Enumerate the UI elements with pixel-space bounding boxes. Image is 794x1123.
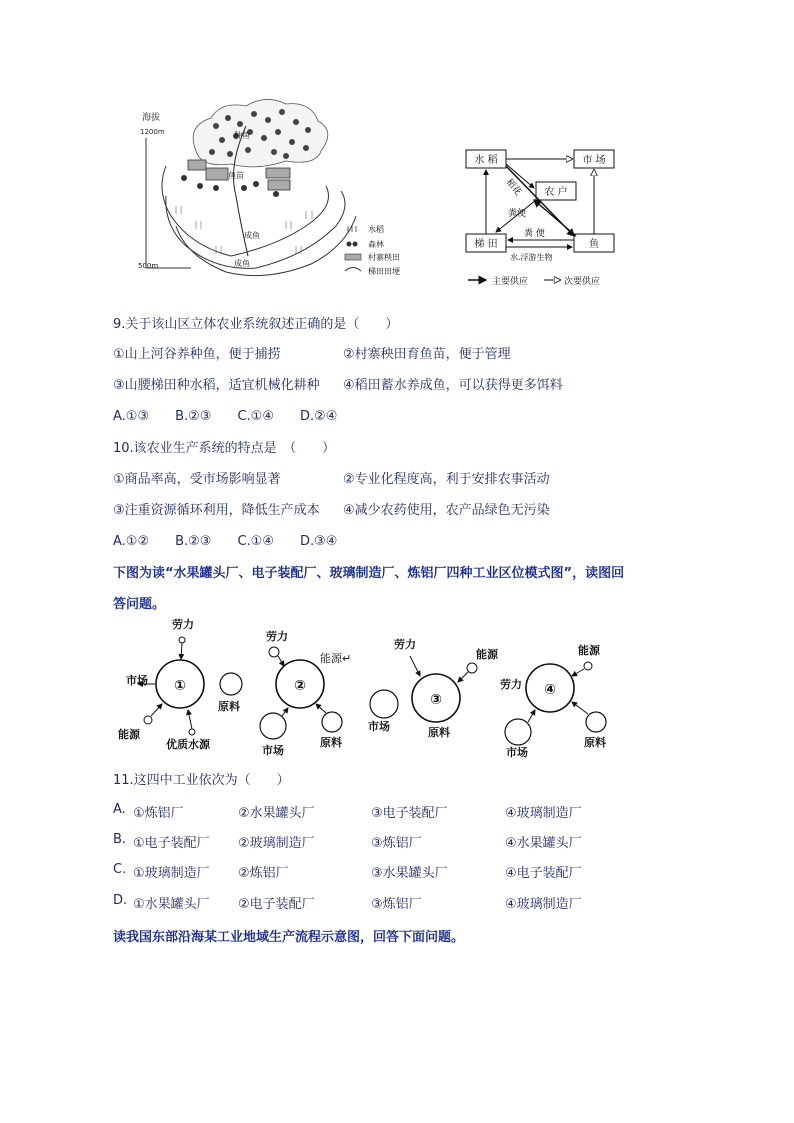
- diagram-3-raw: 原料: [428, 726, 450, 739]
- q11-c-c4: ④电子装配厂: [505, 866, 582, 881]
- intro-industry-line-2: 答问题。: [113, 597, 166, 612]
- adult-fish-label-2: 成鱼: [234, 259, 250, 268]
- diagram-2-center: ②: [294, 678, 306, 694]
- forest-area: [193, 99, 328, 166]
- legend-main-supply: 主要供应: [492, 277, 529, 287]
- q10-option-1: ①商品率高，受市场影响显著: [113, 472, 281, 487]
- diagram-3-energy: 能源: [476, 648, 498, 661]
- diagram-4-energy: 能源: [578, 644, 600, 657]
- legend-rice: 水稻: [368, 225, 384, 234]
- industry-location-figure: [110, 612, 620, 760]
- legend-terrace: 梯田田埂: [368, 267, 400, 276]
- q11-c-letter: C.: [113, 862, 127, 877]
- q11-b-letter: B.: [113, 832, 127, 847]
- box-terrace: 梯 田: [474, 239, 498, 250]
- diagram-2-market: 市场: [262, 744, 284, 757]
- fish-breeding-label: 种鱼: [234, 131, 250, 140]
- q11-d-c4: ④玻璃制造厂: [505, 897, 582, 912]
- q10-stem: 10.该农业生产系统的特点是 （ ）: [113, 441, 336, 456]
- q11-b-c1: ①电子装配厂: [133, 836, 210, 851]
- box-rice: 水 稻: [474, 155, 498, 166]
- diagram-1: [118, 617, 242, 751]
- q11-b-c2: ②玻璃制造厂: [238, 836, 315, 851]
- adult-fish-label-1: 成鱼: [244, 231, 260, 240]
- diagram-4-center: ④: [544, 682, 556, 698]
- diagram-1-energy: 能源: [118, 728, 140, 741]
- q10-option-2: ②专业化程度高，利于安排农事活动: [343, 472, 550, 487]
- diagram-2: [260, 629, 351, 757]
- q9-option-4: ④稻田蓄水养成鱼，可以获得更多饵料: [343, 378, 563, 393]
- legend-secondary-supply: 次要供应: [564, 277, 601, 287]
- diagram-2-energy: 能源↵: [320, 652, 352, 665]
- q11-a-c3: ③电子装配厂: [371, 806, 448, 821]
- figure1-legend: [345, 224, 400, 276]
- diagram-3-center: ③: [430, 692, 442, 708]
- diagram-3: [368, 637, 499, 739]
- q11-a-c4: ④玻璃制造厂: [505, 806, 582, 821]
- q11-a-letter: A.: [113, 802, 126, 817]
- q10-option-3: ③注重资源循环利用，降低生产成本: [113, 503, 320, 518]
- q11-b-c4: ④水果罐头厂: [505, 836, 582, 851]
- diagram-1-labor: 劳力: [172, 618, 194, 631]
- q11-c-c3: ③水果罐头厂: [371, 866, 448, 881]
- diagram-1-center: ①: [174, 678, 186, 694]
- label-straw: 稻花: [503, 177, 523, 198]
- diagram-4-market: 市场: [506, 746, 528, 759]
- legend-forest: 森林: [368, 240, 384, 249]
- q11-c-c2: ②炼铝厂: [238, 866, 289, 881]
- q11-c-c1: ①玻璃制造厂: [133, 866, 210, 881]
- diagram-1-market: 市场: [126, 674, 148, 687]
- label-manure-1: 粪便: [508, 209, 527, 219]
- q11-a-c1: ①炼铝厂: [133, 806, 184, 821]
- diagram-1-water: 优质水源: [166, 738, 210, 751]
- q11-d-c1: ①水果罐头厂: [133, 897, 210, 912]
- box-market: 市 场: [582, 155, 606, 166]
- q9-answers: A.①③ B.②③ C.①④ D.②④: [113, 409, 338, 424]
- diagram-4: [500, 643, 606, 759]
- q9-option-1: ①山上河谷养种鱼，便于捕捞: [113, 347, 281, 362]
- q11-b-c3: ③炼铝厂: [371, 836, 422, 851]
- q11-stem: 11.这四中工业依次为（ ）: [113, 773, 290, 788]
- q10-answers: A.①② B.②③ C.①④ D.③④: [113, 534, 338, 549]
- legend-village: 村寨秧田: [368, 253, 400, 262]
- fry-label: 鱼苗: [228, 171, 244, 180]
- q11-a-c2: ②水果罐头厂: [238, 806, 315, 821]
- diagram-2-raw: 原料: [320, 736, 342, 749]
- altitude-1200: 1200m: [140, 128, 165, 136]
- terrace-landscape-figure: [136, 96, 426, 286]
- q9-option-3: ③山腰梯田种水稻，适宜机械化耕种: [113, 378, 320, 393]
- diagram-2-labor: 劳力: [266, 630, 288, 643]
- q10-option-4: ④减少农药使用，农产品绿色无污染: [343, 503, 550, 518]
- q9-option-2: ②村寨秧田育鱼苗，便于管理: [343, 347, 511, 362]
- diagram-3-market: 市场: [368, 720, 390, 733]
- diagram-4-labor: 劳力: [500, 678, 522, 691]
- altitude-500: 500m: [138, 262, 159, 270]
- q9-stem: 9.关于该山区立体农业系统叙述正确的是（ ）: [113, 317, 399, 332]
- q11-d-letter: D.: [113, 893, 128, 908]
- diagram-4-raw: 原料: [584, 736, 606, 749]
- agri-flow-diagram: [462, 144, 622, 290]
- intro-coastal-industry: 读我国东部沿海某工业地域生产流程示意图，回答下面问题。: [113, 930, 465, 945]
- altitude-label: 海拔: [142, 113, 161, 123]
- box-farmer: 农 户: [544, 187, 568, 198]
- box-fish: 鱼: [589, 239, 599, 250]
- intro-industry-line-1: 下图为读“水果罐头厂、电子装配厂、玻璃制造厂、炼铝厂四种工业区位模式图”，读图回: [113, 566, 625, 581]
- label-water-plankton: 水.浮游生物: [510, 253, 553, 262]
- q11-d-c2: ②电子装配厂: [238, 897, 315, 912]
- label-manure-2: 粪 便: [524, 229, 545, 239]
- q11-d-c3: ③炼铝厂: [371, 897, 422, 912]
- diagram-3-labor: 劳力: [394, 638, 416, 651]
- diagram-1-raw: 原料: [218, 700, 240, 713]
